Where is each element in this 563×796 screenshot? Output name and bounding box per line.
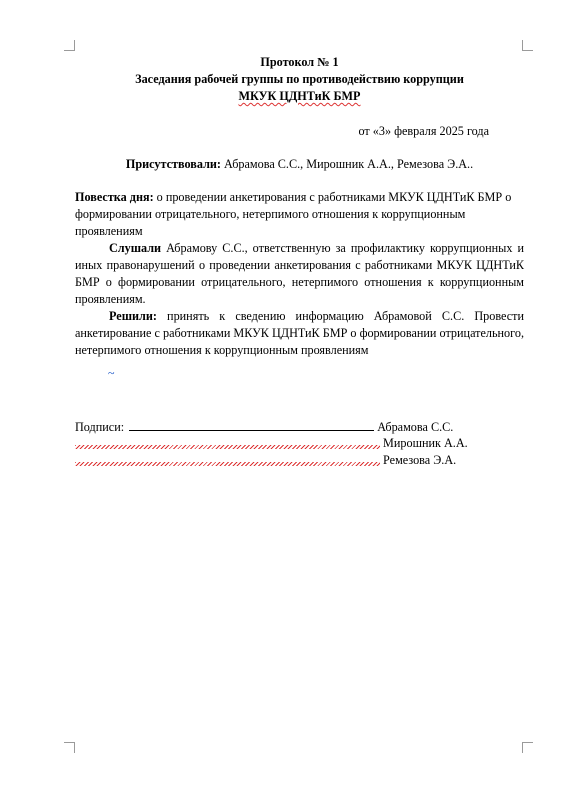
agenda-label: Повестка дня: [75,190,154,204]
signature-name: Ремезова Э.А. [383,453,457,467]
protocol-date: от «3» февраля 2025 года [358,124,489,138]
margin-mark-top-right [522,40,533,51]
attendees-paragraph [75,156,524,173]
signature-name: Мирошник А.А. [383,436,468,450]
document-body[interactable] [75,54,524,469]
signature-row [75,418,524,435]
attendees-label: Присутствовали: [125,157,221,171]
empty-paragraph-marker: ~ [108,366,115,380]
margin-mark-bottom-left [64,742,75,753]
margin-mark-bottom-right [522,742,533,753]
signature-row [75,452,524,469]
organization-name-text: МКУК ЦДНТиК БМР [238,89,361,103]
signatures-block [75,418,524,469]
organization-name [75,88,524,105]
decided-label: Решили: [109,309,157,323]
decided-paragraph [75,308,524,359]
agenda-text: о проведении анкетирования с работниками МКУК ЦДНТиК БМР о формировании отрицательного, нетерпимого отношения к коррупционным проявлениям [75,190,512,238]
agenda-paragraph [75,189,524,240]
protocol-subtitle: Заседания рабочей группы по противодействию коррупции [135,72,464,86]
signature-row [75,435,524,452]
margin-mark-top-left [64,40,75,51]
heard-text: Абрамову С.С., ответственную за профилактику коррупционных и иных правонарушений о проведении анкетирования с работниками МКУК ЦДНТиК БМР о формировании отрицательного, нетерпимого отношения к коррупционным проявлениям. [75,241,524,306]
decided-text: принять к сведению информацию Абрамовой С.С. Провести анкетирование с работниками МКУК ЦДНТиК БМР о формировании отрицательного, нетерпимого отношения к коррупционным проявлениям [75,309,524,357]
signature-blank [75,445,380,449]
signature-name: Абрамова С.С. [377,420,454,434]
heard-label: Слушали [109,241,162,255]
signature-blank [75,462,380,466]
heard-paragraph [75,240,524,308]
attendees-names: Абрамова С.С., Мирошник А.А., Ремезова Э.А.. [221,157,474,171]
signatures-label: Подписи: [75,420,125,434]
signature-line [129,418,374,431]
protocol-title: Протокол № 1 [260,55,339,69]
